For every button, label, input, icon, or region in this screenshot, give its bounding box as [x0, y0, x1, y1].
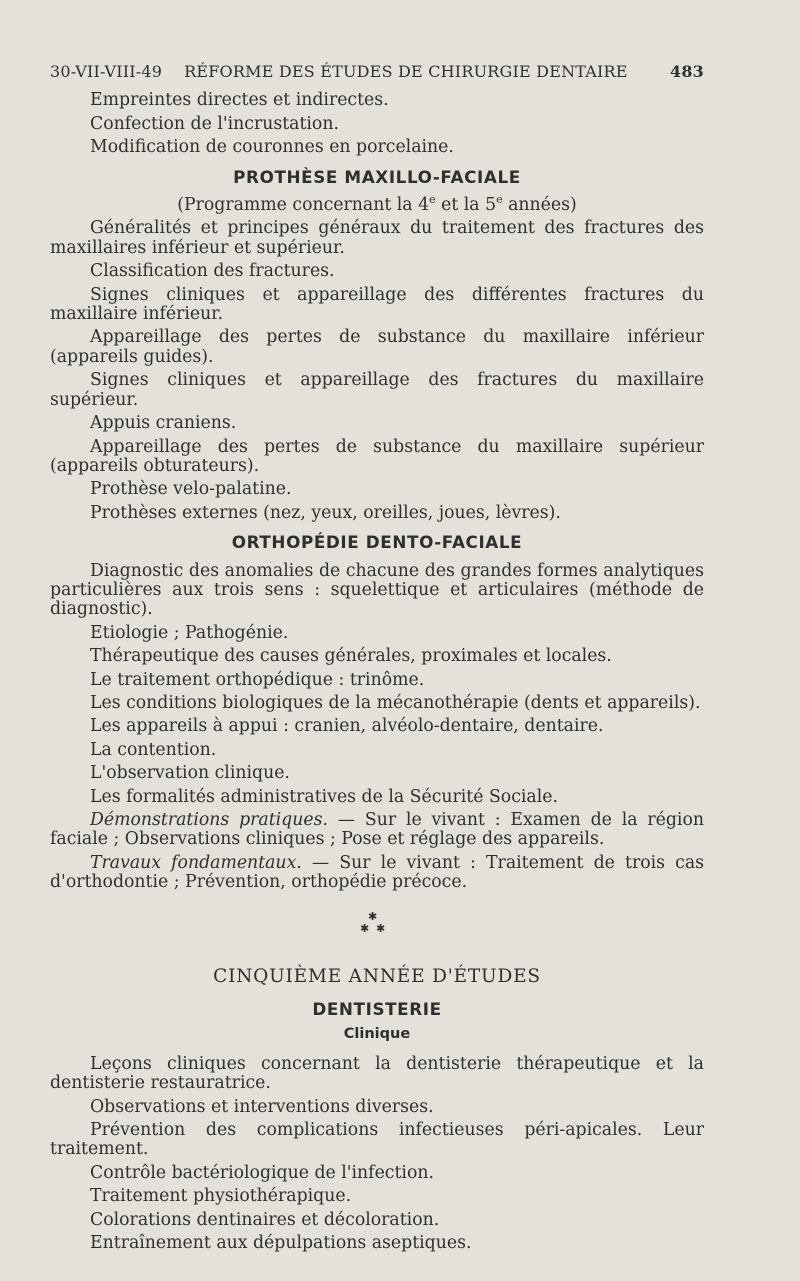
- paragraph: Appareillage des pertes de substance du maxillaire supérieur (appareils obturateurs).: [50, 436, 704, 476]
- paragraph: La contention.: [90, 739, 217, 760]
- demonstrations-label: Démonstrations pratiques.: [90, 810, 328, 830]
- paragraph: Appareillage des pertes de substance du maxillaire inférieur (appareils guides).: [50, 327, 704, 367]
- paragraph: Le traitement orthopédique : trinôme.: [90, 669, 425, 690]
- section-heading-orthopedie: ORTHOPÉDIE DENTO-FACIALE: [231, 532, 523, 553]
- section-subtitle: (Programme concernant la 4e et la 5e années): [177, 193, 577, 216]
- running-header: [50, 62, 704, 81]
- page-number: 483: [670, 62, 704, 81]
- section-separator-asterisks: ✱ ✱ ✱: [360, 909, 386, 935]
- paragraph: Classification des fractures.: [90, 261, 335, 282]
- text-line: Modification de couronnes en porcelaine.: [90, 137, 454, 158]
- paragraph: Thérapeutique des causes générales, proximales et locales.: [90, 646, 612, 667]
- dentisterie-heading: DENTISTERIE: [312, 999, 442, 1020]
- paragraph: Les formalités administratives de la Sécurité Sociale.: [90, 786, 558, 807]
- paragraph: Prothèse velo-palatine.: [90, 479, 292, 500]
- year-heading: CINQUIÈME ANNÉE D'ÉTUDES: [213, 965, 541, 987]
- demonstrations-paragraph: Démonstrations pratiques. — Sur le vivant : Examen de la région faciale ; Observations cliniques ; Pose et réglage des appareils.: [50, 810, 704, 850]
- paragraph: Entraînement aux dépulpations aseptiques.: [90, 1233, 472, 1254]
- paragraph: L'observation clinique.: [90, 763, 290, 784]
- paragraph: Diagnostic des anomalies de chacune des grandes formes analytiques particulières aux trois sens : squelettique et articulaires (méthode de diagnostic).: [50, 560, 704, 620]
- header-date: 30-VII-VIII-49: [50, 62, 163, 81]
- paragraph: Généralités et principes généraux du traitement des fractures des maxillaires inférieur et supérieur.: [50, 218, 704, 258]
- section-heading-prothese: PROTHÈSE MAXILLO-FACIALE: [233, 166, 521, 187]
- clinique-heading: Clinique: [343, 1026, 411, 1043]
- travaux-paragraph: Travaux fondamentaux. — Sur le vivant : Traitement de trois cas d'orthodontie ; Prévention, orthopédie précoce.: [50, 852, 705, 893]
- paragraph: Appuis craniens.: [90, 413, 237, 434]
- travaux-label: Travaux fondamentaux.: [90, 852, 302, 873]
- text-line: Empreintes directes et indirectes.: [90, 90, 389, 111]
- paragraph: Signes cliniques et appareillage des différentes fractures du maxillaire inférieur.: [50, 284, 704, 325]
- paragraph: Etiologie ; Pathogénie.: [90, 622, 289, 643]
- paragraph: Prothèses externes (nez, yeux, oreilles, joues, lèvres).: [90, 502, 561, 523]
- paragraph: Signes cliniques et appareillage des fractures du maxillaire supérieur.: [50, 370, 704, 410]
- paragraph: Les conditions biologiques de la mécanothérapie (dents et appareils).: [90, 692, 701, 713]
- paragraph: Contrôle bactériologique de l'infection.: [90, 1162, 434, 1183]
- paragraph: Colorations dentinaires et décoloration.: [90, 1209, 440, 1230]
- paragraph: Observations et interventions diverses.: [90, 1096, 434, 1117]
- text-line: Confection de l'incrustation.: [90, 113, 339, 134]
- paragraph: Prévention des complications infectieuses péri-apicales. Leur traitement.: [50, 1120, 704, 1160]
- paragraph: Les appareils à appui : cranien, alvéolo-dentaire, dentaire.: [90, 716, 604, 737]
- paragraph: Traitement physiothérapique.: [90, 1186, 352, 1207]
- header-title: RÉFORME DES ÉTUDES DE CHIRURGIE DENTAIRE: [184, 62, 628, 81]
- paragraph: Leçons cliniques concernant la dentisterie thérapeutique et la dentisterie restauratrice.: [50, 1053, 704, 1094]
